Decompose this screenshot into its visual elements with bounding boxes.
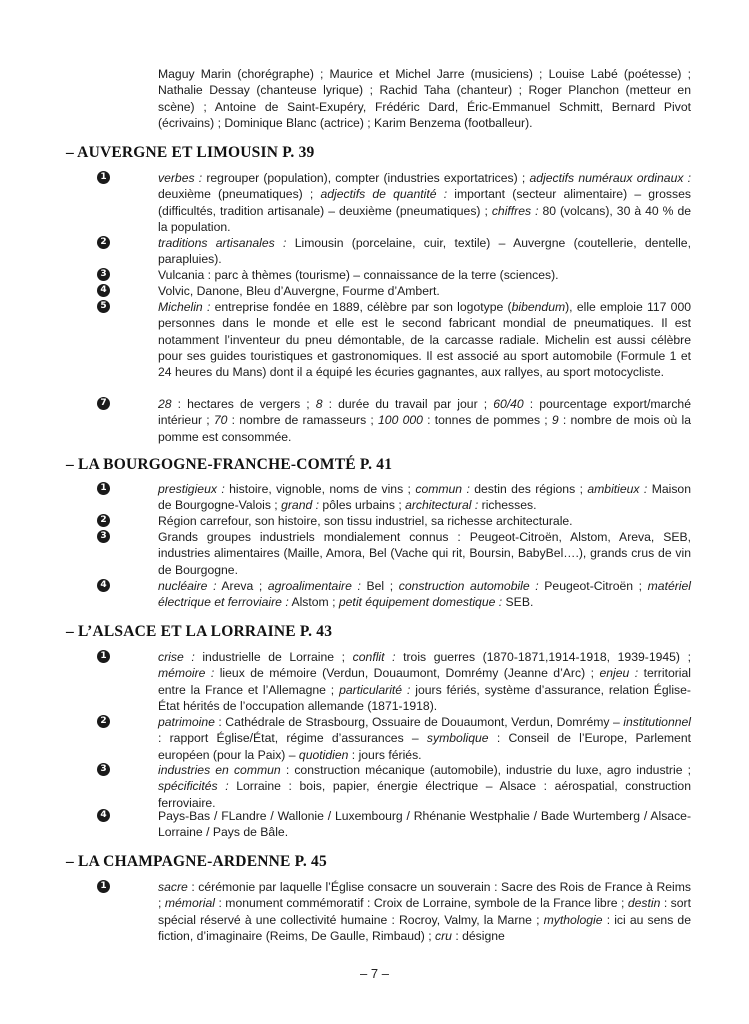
item-number-badge: 7	[97, 397, 110, 410]
item-number-badge: 5	[97, 300, 110, 313]
section-heading-champagne: – LA CHAMPAGNE-ARDENNE P. 45	[66, 853, 327, 870]
item-text: crise : industrielle de Lorraine ; conflit : trois guerres (1870-1871,1914-1918, 1939-1945) ; mémoire : lieux de mémoire (Verdun, Douaumont, Domrémy (Jeanne d’Arc) ; enjeu : territorial entre la France et l’Allemagne ; particularité : jours fériés, système d’assurance, relation Église-État hérités de l’occupation allemande (1871-1918).	[158, 650, 691, 713]
item-text: prestigieux : histoire, vignoble, noms de vins ; commun : destin des régions ; ambitieux : Maison de Bourgogne-Valois ; grand : pôles urbains ; architectural : richesses.	[158, 482, 691, 513]
item-text: Région carrefour, son histoire, son tissu industriel, sa richesse architecturale.	[158, 514, 573, 528]
item-text: Vulcania : parc à thèmes (tourisme) – connaissance de la terre (sciences).	[158, 268, 559, 282]
item-number-badge: 3	[97, 763, 110, 776]
item-text: verbes : regrouper (population), compter (industries exportatrices) ; adjectifs numéraux ordinaux : deuxième (pneumatiques) ; adjectifs de quantité : important (secteur alimentaire) – grosses (difficultés, tradition artisanale) – deuxième (pneumatiques) ; chiffres : 80 (volcans), 30 à 40 % de la population.	[158, 171, 692, 234]
item-number-badge: 4	[97, 809, 110, 822]
item-number-badge: 3	[97, 268, 110, 281]
item-text: traditions artisanales : Limousin (porcelaine, cuir, textile) – Auvergne (coutellerie, dentelle, parapluies).	[158, 236, 691, 267]
item-number-badge: 4	[97, 284, 110, 297]
item-text: sacre : cérémonie par laquelle l’Église consacre un souverain : Sacre des Rois de France à Reims ; mémorial : monument commémoratif : Croix de Lorraine, symbole de la France libre ; destin : sort spécial réservé à une collectivité humaine : Rocroy, Valmy, la Marne ; mythologie : ici au sens de fiction, d’imaginaire (Reims, De Gaulle, Rimbaud) ; cru : désigne	[158, 880, 691, 943]
item-number-badge: 3	[97, 530, 110, 543]
item-text: nucléaire : Areva ; agroalimentaire : Bel ; construction automobile : Peugeot-Citroën ; matériel électrique et ferroviaire : Alstom ; petit équipement domestique : SEB.	[158, 579, 692, 610]
item-text: Michelin : entreprise fondée en 1889, célèbre par son logotype (bibendum), elle emploie 117 000 personnes dans le monde et elle est le second fabricant mondial de pneumatiques. Il est notamment l’inventeur du pneu démontable, de la carcasse radiale. Michelin est aussi célèbre pour ses guides touristiques et gastronomiques. Il est associé au sport automobile (Formule 1 et 24 heures du Mans) dont il a équipé les écuries gagnantes, aux rallyes, au sport motocycliste.	[158, 300, 692, 380]
page-number: – 7 –	[360, 966, 389, 981]
item-number-badge: 2	[97, 514, 110, 527]
item-number-badge: 1	[97, 171, 110, 184]
item-number-badge: 2	[97, 715, 110, 728]
section-heading-alsace: – L’ALSACE ET LA LORRAINE P. 43	[66, 623, 333, 640]
item-number-badge: 2	[97, 236, 110, 249]
section-heading-auvergne: – AUVERGNE ET LIMOUSIN P. 39	[66, 144, 315, 161]
section-heading-bourgogne: – LA BOURGOGNE-FRANCHE-COMTÉ P. 41	[66, 456, 393, 473]
item-text: Volvic, Danone, Bleu d’Auvergne, Fourme d’Ambert.	[158, 284, 440, 298]
item-number-badge: 1	[97, 650, 110, 663]
item-number-badge: 1	[97, 482, 110, 495]
item-text: industries en commun : construction mécanique (automobile), industrie du luxe, agro industrie ; spécificités : Lorraine : bois, papier, énergie électrique – Alsace : aérospatial, construction ferroviaire.	[158, 763, 691, 810]
intro-paragraph: Maguy Marin (chorégraphe) ; Maurice et Michel Jarre (musiciens) ; Louise Labé (poétesse) ; Nathalie Dessay (chanteuse lyrique) ; Rachid Taha (chanteur) ; Roger Planchon (metteur en scène) ; Antoine de Saint-Exupéry, Frédéric Dard, Éric-Emmanuel Schmitt, Bernard Pivot (écrivains) ; Dominique Blanc (actrice) ; Karim Benzema (footballeur).	[158, 67, 691, 130]
item-number-badge: 4	[97, 579, 110, 592]
item-text: Pays-Bas / FLandre / Wallonie / Luxembourg / Rhénanie Westphalie / Bade Wurtemberg / Alsace-Lorraine / Pays de Bâle.	[158, 809, 691, 840]
item-text: Grands groupes industriels mondialement connus : Peugeot-Citroën, Alstom, Areva, SEB, industries alimentaires (Maille, Amora, Bel (Vache qui rit, Boursin, BabyBel….), grands crus de vin de Bourgogne.	[158, 530, 691, 577]
item-number-badge: 1	[97, 880, 110, 893]
item-text: 28 : hectares de vergers ; 8 : durée du travail par jour ; 60/40 : pourcentage export/marché intérieur ; 70 : nombre de ramasseurs ; 100 000 : tonnes de pommes ; 9 : nombre de mois où la pomme est consommée.	[158, 397, 691, 444]
item-text: patrimoine : Cathédrale de Strasbourg, Ossuaire de Douaumont, Verdun, Domrémy – institutionnel : rapport Église/État, régime d’assurances – symbolique : Conseil de l’Europe, Parlement européen (pour la Paix) – quotidien : jours fériés.	[158, 715, 691, 762]
